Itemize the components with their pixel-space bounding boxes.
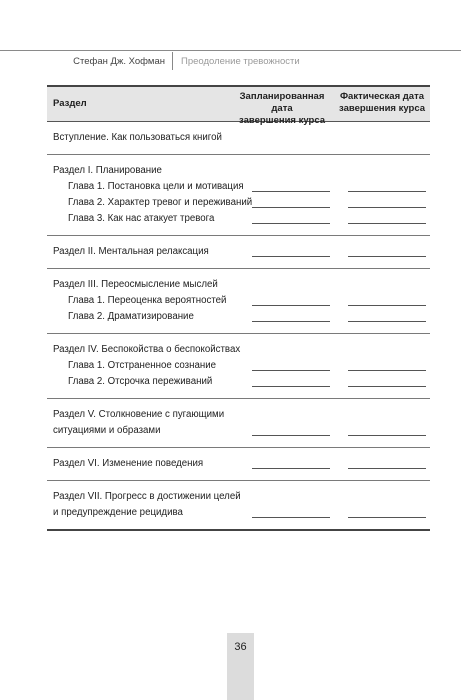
section-title: Раздел II. Ментальная релаксация <box>53 246 209 257</box>
chapter-title: Глава 1. Постановка цели и мотивация <box>68 181 244 192</box>
header-section: Раздел <box>53 98 87 109</box>
row-title-line <box>47 456 430 472</box>
row-title-line <box>47 342 430 358</box>
header-actual-date <box>337 91 427 115</box>
row-title-line <box>47 489 430 505</box>
row-title-line <box>47 505 430 521</box>
planned-date-blank[interactable] <box>252 517 330 518</box>
actual-date-blank[interactable] <box>348 386 426 387</box>
section-title: Раздел IV. Беспокойства о беспокойствах <box>53 344 241 355</box>
actual-date-blank[interactable] <box>348 468 426 469</box>
planned-date-blank[interactable] <box>252 256 330 257</box>
running-head-separator <box>172 52 173 70</box>
chapter-title: Глава 2. Характер тревог и переживаний <box>68 197 253 208</box>
header-actual-line2: завершения курса <box>338 103 426 114</box>
table-row <box>47 155 430 236</box>
table-header <box>47 87 430 126</box>
actual-date-blank[interactable] <box>348 305 426 306</box>
planned-date-blank[interactable] <box>252 223 330 224</box>
actual-date-blank[interactable] <box>348 223 426 224</box>
header-planned-line1: Запланированная дата <box>239 91 325 114</box>
section-title: ситуациями и образами <box>53 425 161 436</box>
table-row <box>47 236 430 269</box>
row-title-line <box>47 407 430 423</box>
row-title-line <box>47 244 430 260</box>
table-row <box>47 122 430 155</box>
section-title: Раздел I. Планирование <box>53 165 162 176</box>
chapter-line <box>47 293 430 309</box>
planned-date-blank[interactable] <box>252 468 330 469</box>
actual-date-blank[interactable] <box>348 435 426 436</box>
header-planned-line2: завершения курса <box>238 115 326 126</box>
table-row <box>47 481 430 529</box>
chapter-title: Глава 1. Переоценка вероятностей <box>68 295 227 306</box>
chapter-line <box>47 195 430 211</box>
running-head <box>0 56 461 68</box>
actual-date-blank[interactable] <box>348 321 426 322</box>
row-title-line <box>47 277 430 293</box>
page-number-tab <box>227 633 254 700</box>
row-title-line <box>47 163 430 179</box>
section-title: Раздел VI. Изменение поведения <box>53 458 204 469</box>
section-title: Раздел III. Переосмысление мыслей <box>53 279 218 290</box>
planned-date-blank[interactable] <box>252 386 330 387</box>
planned-date-blank[interactable] <box>252 370 330 371</box>
running-head-author: Стефан Дж. Хофман <box>73 56 165 67</box>
section-title: Вступление. Как пользоваться книгой <box>53 132 222 143</box>
chapter-title: Глава 2. Отсрочка переживаний <box>68 376 213 387</box>
actual-date-blank[interactable] <box>348 370 426 371</box>
table-row <box>47 269 430 334</box>
section-title: Раздел V. Столкновение с пугающими <box>53 409 225 420</box>
chapter-title: Глава 3. Как нас атакует тревога <box>68 213 215 224</box>
planned-date-blank[interactable] <box>252 321 330 322</box>
header-actual-line1: Фактическая дата <box>339 91 425 102</box>
header-rule <box>0 50 461 51</box>
actual-date-blank[interactable] <box>348 207 426 208</box>
chapter-title: Глава 1. Отстраненное сознание <box>68 360 217 371</box>
row-title-line <box>47 423 430 439</box>
chapter-line <box>47 374 430 390</box>
chapter-line <box>47 211 430 227</box>
table-row <box>47 399 430 448</box>
table-row <box>47 448 430 481</box>
chapter-line <box>47 309 430 325</box>
planned-date-blank[interactable] <box>252 435 330 436</box>
planned-date-blank[interactable] <box>252 191 330 192</box>
chapter-title: Глава 2. Драматизирование <box>68 311 194 322</box>
table-row <box>47 334 430 399</box>
planned-date-blank[interactable] <box>252 305 330 306</box>
page-number: 36 <box>234 641 247 653</box>
chapter-line <box>47 179 430 195</box>
actual-date-blank[interactable] <box>348 191 426 192</box>
course-schedule-table <box>47 85 430 531</box>
actual-date-blank[interactable] <box>348 256 426 257</box>
planned-date-blank[interactable] <box>252 207 330 208</box>
section-title: Раздел VII. Прогресс в достижении целей <box>53 491 241 502</box>
table-body <box>47 122 430 529</box>
running-head-book-title: Преодоление тревожности <box>181 56 300 67</box>
row-title-line <box>47 130 430 146</box>
section-title: и предупреждение рецидива <box>53 507 183 518</box>
chapter-line <box>47 358 430 374</box>
actual-date-blank[interactable] <box>348 517 426 518</box>
